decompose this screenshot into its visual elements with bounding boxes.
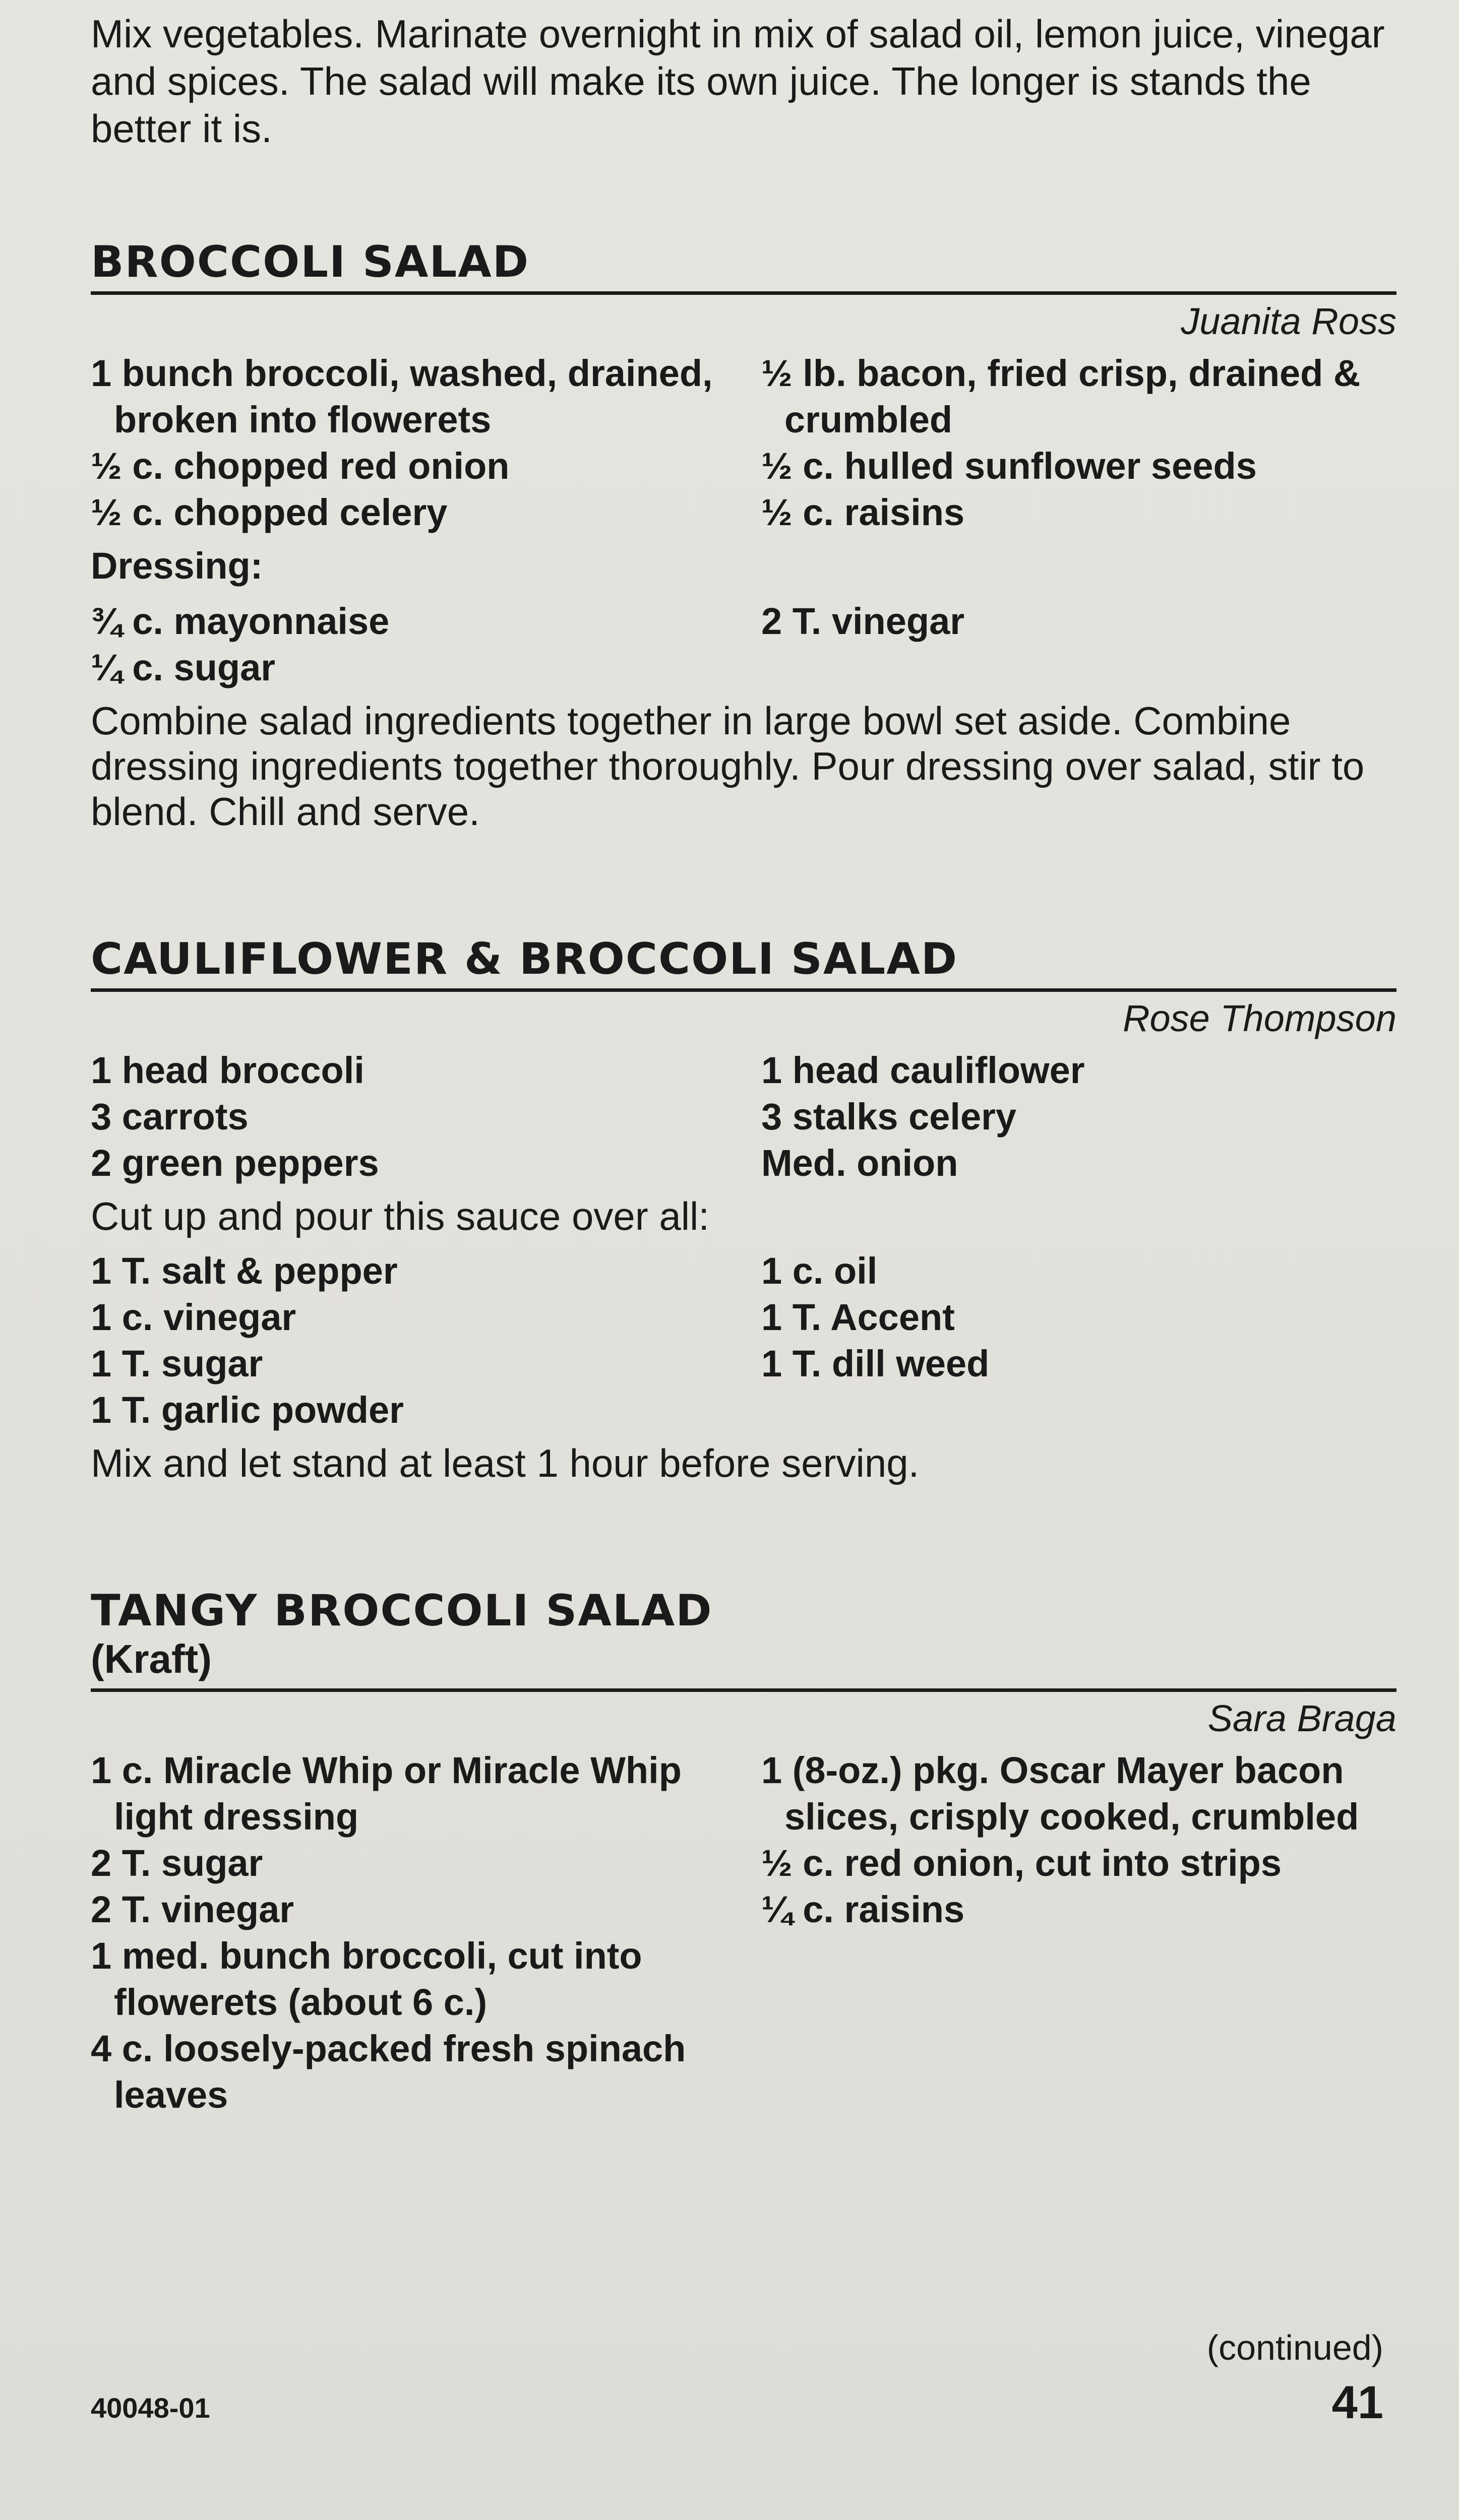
recipe-cauliflower-broccoli-salad bbox=[91, 935, 1396, 1486]
ingredient: 1 c. oil bbox=[761, 1250, 878, 1292]
ingredient: ½ c. chopped red onion bbox=[91, 445, 510, 487]
ingredient-column-left bbox=[91, 1747, 741, 2118]
ingredient-column-right bbox=[741, 350, 1396, 536]
sauce-column-left bbox=[91, 1248, 741, 1433]
page-code: 40048-01 bbox=[91, 2392, 210, 2424]
ingredient: ½ c. chopped celery bbox=[91, 491, 448, 533]
ingredient: ¼ c. raisins bbox=[761, 1888, 965, 1930]
recipe-tangy-broccoli-salad bbox=[91, 1587, 1396, 2118]
recipe-broccoli-salad bbox=[91, 238, 1396, 834]
intro-paragraph: Mix vegetables. Marinate overnight in mix of salad oil, lemon juice, vinegar and spices. The salad will make its own juice. The longer is stands the better it is. bbox=[91, 12, 1385, 151]
recipe-title-text: TANGY BROCCOLI SALAD bbox=[91, 1586, 713, 1636]
ingredient: 1 T. Accent bbox=[761, 1296, 955, 1338]
page-footer bbox=[91, 2328, 1393, 2429]
dressing-column-left bbox=[91, 598, 741, 691]
ingredient: 1 c. Miracle Whip or Miracle Whip light dressing bbox=[91, 1749, 682, 1838]
recipe-title: CAULIFLOWER & BROCCOLI SALAD bbox=[91, 935, 1396, 992]
ingredient-column-right bbox=[741, 1747, 1396, 2118]
ingredient: ½ c. red onion, cut into strips bbox=[761, 1842, 1282, 1884]
ingredient-column-left bbox=[91, 1047, 741, 1186]
ingredient: 1 T. salt & pepper bbox=[91, 1250, 398, 1292]
recipe-title: BROCCOLI SALAD bbox=[91, 238, 1396, 295]
dressing-label: Dressing: bbox=[91, 545, 263, 587]
ingredient: 1 med. bunch broccoli, cut into flowerets (about 6 c.) bbox=[91, 1935, 642, 2023]
ingredient-column-right bbox=[741, 1047, 1396, 1186]
dressing-column-right bbox=[741, 598, 1396, 691]
recipe-directions: Mix and let stand at least 1 hour before serving. bbox=[91, 1441, 920, 1485]
ingredient: 2 T. vinegar bbox=[91, 1888, 294, 1930]
ingredient: 1 c. vinegar bbox=[91, 1296, 296, 1338]
sauce-instruction: Cut up and pour this sauce over all: bbox=[91, 1194, 710, 1238]
ingredient: 2 T. vinegar bbox=[761, 600, 965, 642]
recipe-author: Juanita Ross bbox=[1181, 300, 1396, 342]
ingredient: 1 T. garlic powder bbox=[91, 1389, 404, 1431]
ingredient-columns bbox=[91, 1747, 1396, 2118]
ingredient: 1 T. dill weed bbox=[761, 1343, 990, 1384]
ingredient: ¾ c. mayonnaise bbox=[91, 600, 390, 642]
ingredient: 2 green peppers bbox=[91, 1142, 379, 1184]
ingredient: 1 T. sugar bbox=[91, 1343, 263, 1384]
ingredient: 4 c. loosely-packed fresh spinach leaves bbox=[91, 2028, 686, 2116]
page-content bbox=[91, 10, 1396, 2118]
ingredient-columns bbox=[91, 1047, 1396, 1186]
ingredient: 1 head broccoli bbox=[91, 1049, 364, 1091]
ingredient-column-left bbox=[91, 350, 741, 536]
ingredient: 3 stalks celery bbox=[761, 1096, 1017, 1138]
dressing-columns bbox=[91, 598, 1396, 691]
ingredient: 2 T. sugar bbox=[91, 1842, 263, 1884]
ingredient: 3 carrots bbox=[91, 1096, 249, 1138]
ingredient: ½ c. raisins bbox=[761, 491, 965, 533]
continued-note: (continued) bbox=[1206, 2328, 1383, 2367]
recipe-author: Sara Braga bbox=[1207, 1697, 1396, 1739]
recipe-directions: Combine salad ingredients together in large bowl set aside. Combine dressing ingredients together thoroughly. Pour dressing over salad, stir to blend. Chill and serve. bbox=[91, 699, 1365, 834]
ingredient: ¼ c. sugar bbox=[91, 647, 276, 688]
recipe-subtitle: (Kraft) bbox=[91, 1636, 212, 1681]
ingredient: 1 bunch broccoli, washed, drained, broken into flowerets bbox=[91, 352, 713, 440]
sauce-column-right bbox=[741, 1248, 1396, 1433]
page-number: 41 bbox=[1331, 2377, 1383, 2428]
ingredient: 1 (8-oz.) pkg. Oscar Mayer bacon slices, crisply cooked, crumbled bbox=[761, 1749, 1359, 1838]
ingredient: Med. onion bbox=[761, 1142, 958, 1184]
recipe-title bbox=[91, 1587, 1396, 1692]
ingredient: ½ c. hulled sunflower seeds bbox=[761, 445, 1257, 487]
sauce-columns bbox=[91, 1248, 1396, 1433]
ingredient-columns bbox=[91, 350, 1396, 536]
ingredient: 1 head cauliflower bbox=[761, 1049, 1085, 1091]
recipe-author: Rose Thompson bbox=[1123, 997, 1396, 1039]
ingredient: ½ lb. bacon, fried crisp, drained & crumbled bbox=[761, 352, 1361, 440]
